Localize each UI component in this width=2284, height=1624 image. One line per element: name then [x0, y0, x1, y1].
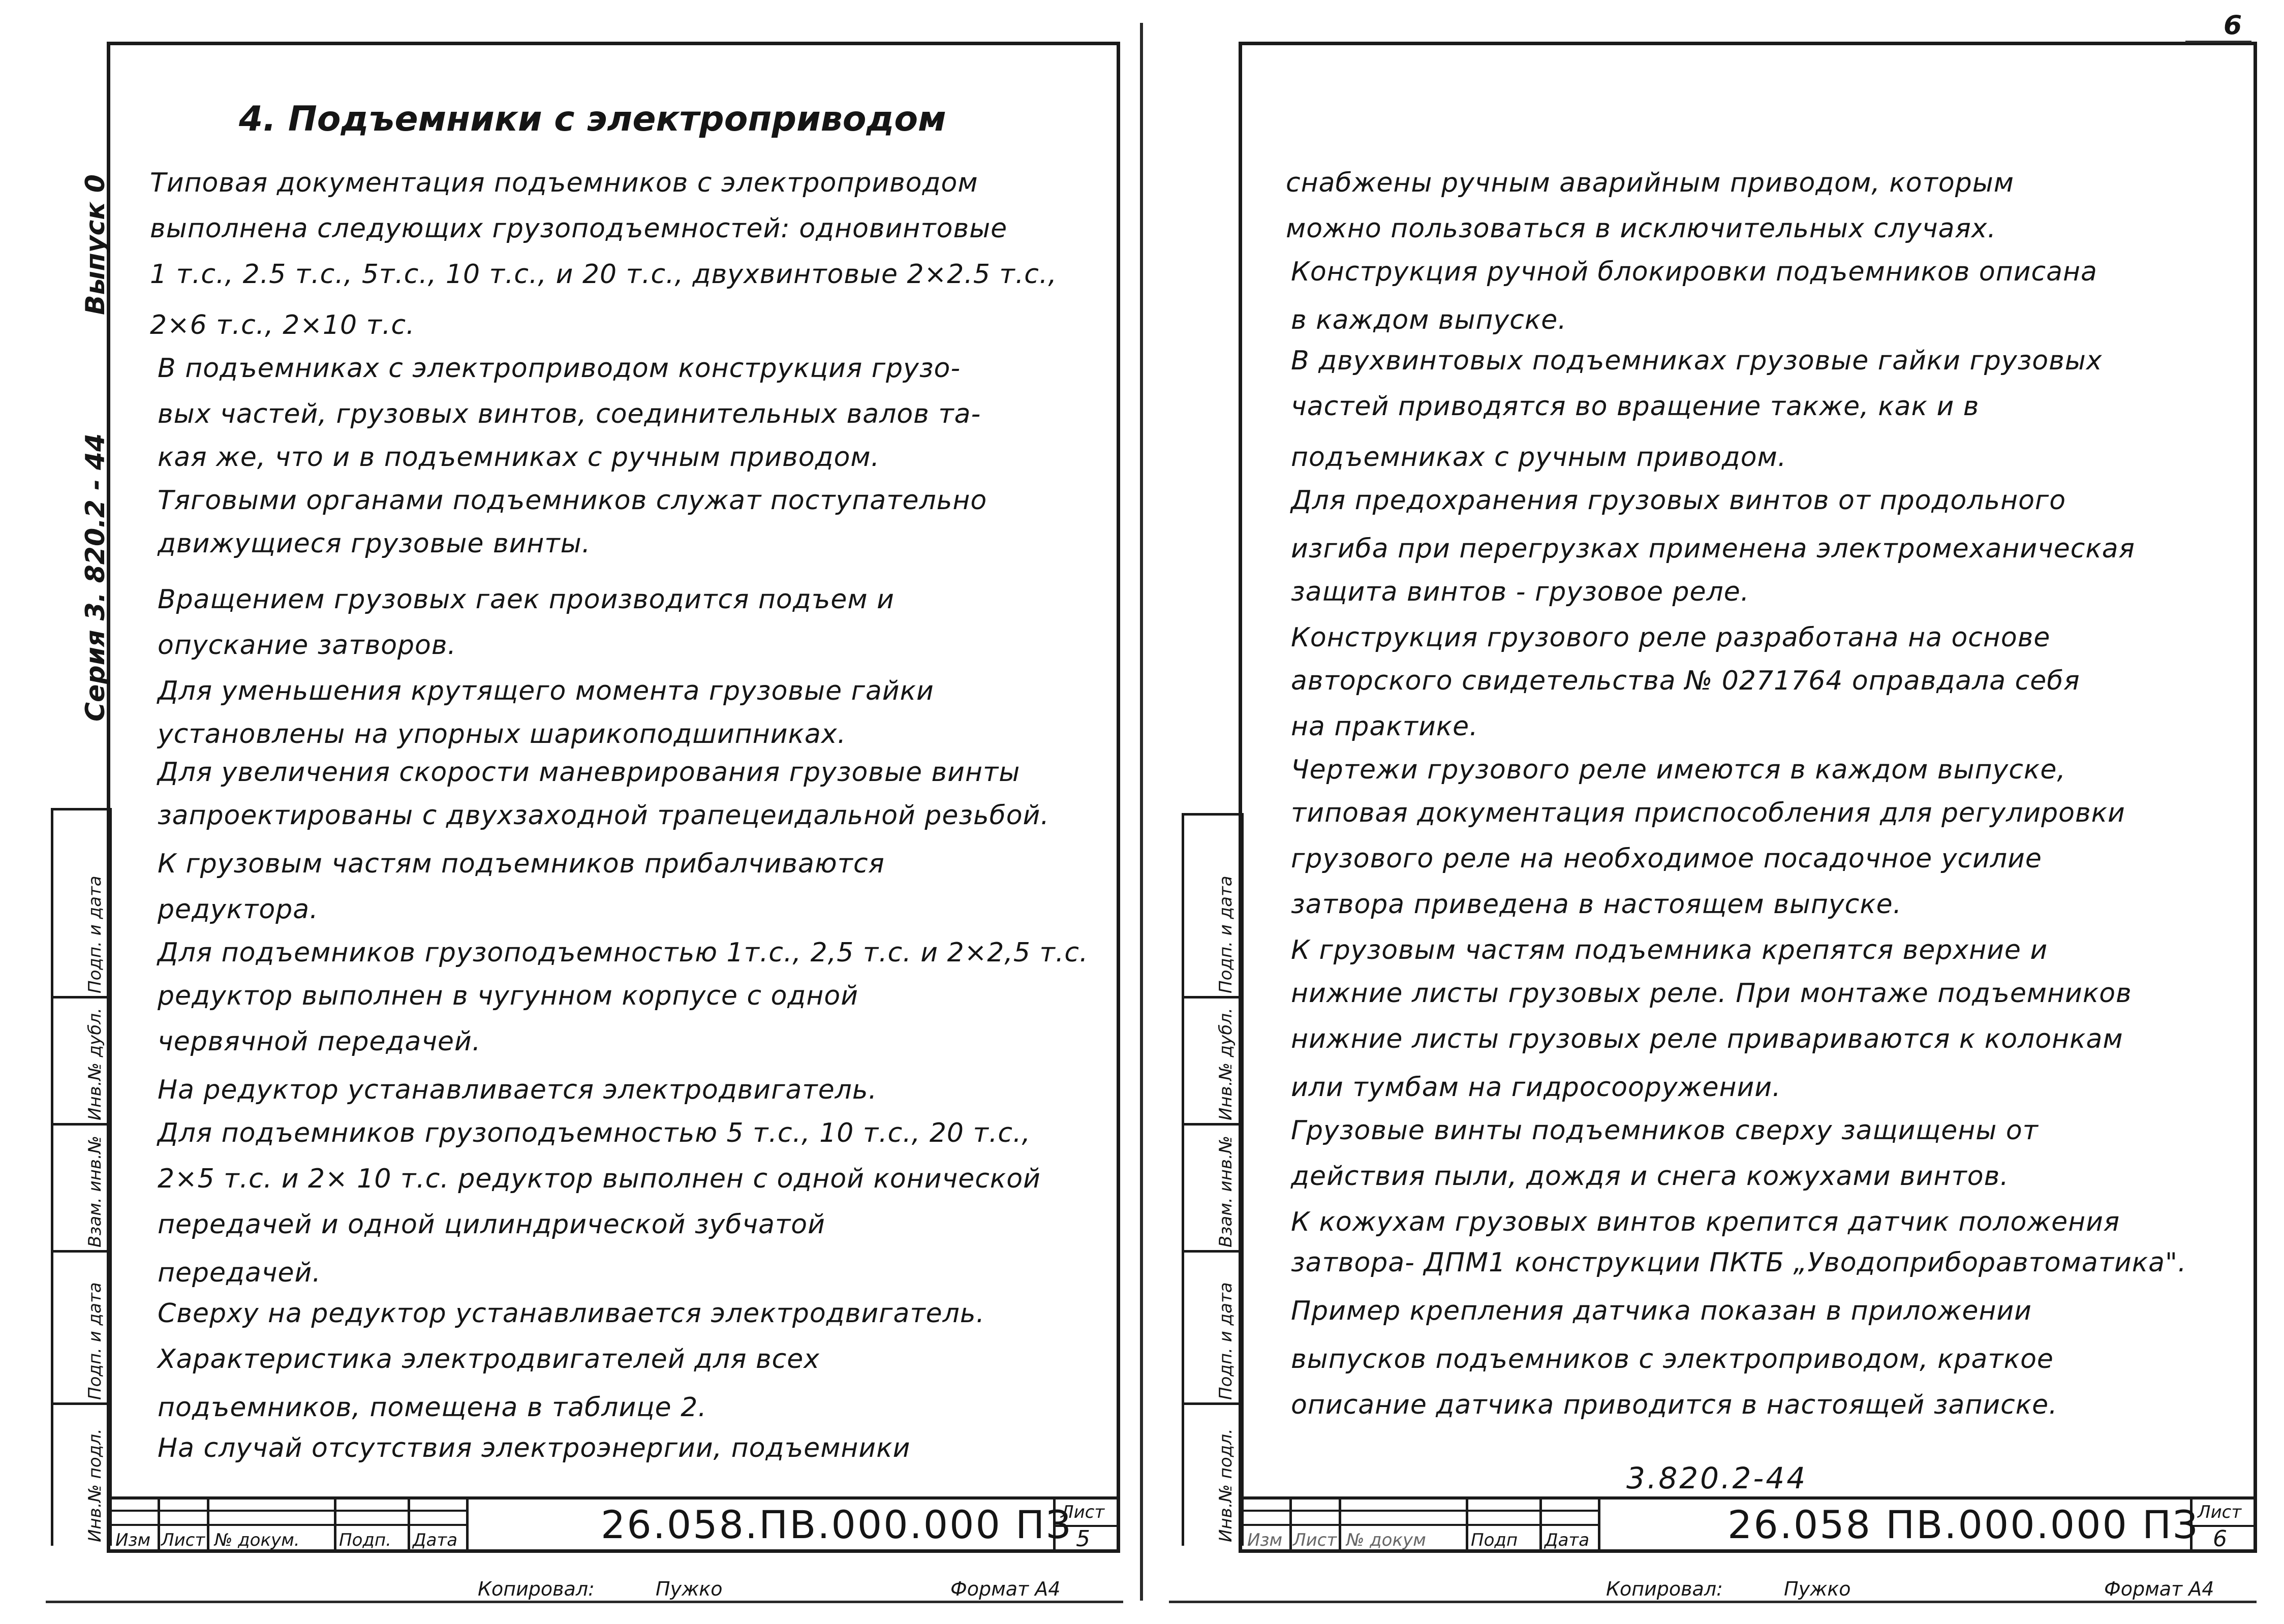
tb-label-date: Дата	[413, 1530, 458, 1550]
left-title-block	[110, 1496, 1117, 1552]
bottom-rule	[1169, 1601, 2257, 1603]
text-line: Для подъемников грузоподъемностью 1т.с., 2,5 т.с. и 2×2,5 т.с.	[158, 938, 1089, 968]
issue-label: Выпуск 0	[80, 174, 111, 315]
sheet-number: 5	[1076, 1526, 1090, 1552]
corner-page-number: 6	[2224, 10, 2242, 41]
text-line: можно пользоваться в исключительных случаях.	[1286, 213, 1997, 244]
tb-line	[1539, 1500, 1542, 1552]
text-line: подъемников, помещена в таблице 2.	[158, 1392, 707, 1423]
series-label: Серия 3. 820.2 - 44	[80, 433, 111, 722]
text-line: Сверху на редуктор устанавливается электродвигатель.	[158, 1298, 985, 1329]
text-line: снабжены ручным аварийным приводом, которым	[1286, 168, 2014, 198]
tb-label-sheet: Лист	[161, 1530, 205, 1550]
text-line: В подъемниках с электроприводом конструкция грузо-	[158, 353, 961, 384]
text-line: 2×6 т.с., 2×10 т.с.	[150, 310, 415, 340]
sheet-label: Лист	[1061, 1502, 1105, 1522]
text-line: грузового реле на необходимое посадочное усилие	[1291, 844, 2042, 874]
text-line: вых частей, грузовых винтов, соединительных валов та-	[158, 399, 981, 429]
text-line: Типовая документация подъемников с электроприводом	[150, 168, 978, 198]
text-line: Для уменьшения крутящего момента грузовые гайки	[158, 676, 934, 706]
sheet-label: Лист	[2198, 1502, 2242, 1522]
text-line: редуктора.	[158, 894, 319, 925]
text-line: защита винтов - грузовое реле.	[1291, 577, 1750, 607]
text-line: Чертежи грузового реле имеются в каждом выпуске,	[1291, 755, 2066, 785]
copier-name: Пужко	[656, 1578, 723, 1600]
text-line: в каждом выпуске.	[1291, 305, 1567, 335]
strip-label: Взам. инв.№	[85, 1135, 105, 1247]
right-title-block	[1242, 1496, 2254, 1552]
tb-label-change: Изм	[115, 1530, 151, 1550]
text-line: Тяговыми органами подъемников служат поступательно	[158, 485, 987, 516]
strip-label: Подп. и дата	[85, 876, 105, 993]
tb-line	[1598, 1500, 1600, 1552]
tb-label-sign: Подп.	[339, 1530, 391, 1550]
text-line: Для предохранения грузовых винтов от продольного	[1291, 485, 2066, 516]
text-line: К грузовым частям подъемника крепятся верхние и	[1291, 935, 2048, 965]
text-line: затвора приведена в настоящем выпуске.	[1291, 889, 1902, 920]
text-line: изгиба при перегрузках применена электромеханическая	[1291, 534, 2135, 564]
corner-rule	[2185, 41, 2251, 43]
series-code: 3.820.2-44	[1626, 1461, 1808, 1495]
document-code: 26.058.ПВ.000.000 ПЗ	[601, 1502, 1072, 1547]
text-line: на практике.	[1291, 711, 1478, 742]
tb-line	[158, 1500, 160, 1552]
text-line: выполнена следующих грузоподъемностей: одновинтовые	[150, 213, 1008, 244]
copied-label: Копировал:	[1606, 1578, 1723, 1600]
text-line: передачей и одной цилиндрической зубчатой	[158, 1209, 825, 1240]
text-line: Грузовые винты подъемников сверху защищены от	[1291, 1115, 2039, 1146]
left-stamp-strip	[51, 808, 112, 1546]
tb-line	[110, 1524, 466, 1526]
text-line: 1 т.с., 2.5 т.с., 5т.с., 10 т.с., и 20 т.с., двухвинтовые 2×2.5 т.с.,	[150, 259, 1057, 290]
page-title: 4. Подъемники с электроприводом	[239, 99, 946, 139]
text-line: действия пыли, дождя и снега кожухами винтов.	[1291, 1161, 2009, 1192]
document-code: 26.058 ПВ.000.000 ПЗ	[1727, 1502, 2199, 1547]
tb-label-doc: № докум.	[214, 1530, 300, 1550]
page-divider	[1140, 23, 1143, 1601]
text-line: 2×5 т.с. и 2× 10 т.с. редуктор выполнен с одной конической	[158, 1164, 1041, 1194]
strip-label: Взам. инв.№	[1216, 1135, 1236, 1247]
tb-line	[334, 1500, 336, 1552]
text-line: редуктор выполнен в чугунном корпусе с одной	[158, 981, 858, 1011]
text-line: кая же, что и в подъемниках с ручным приводом.	[158, 442, 880, 473]
text-line: В двухвинтовых подъемниках грузовые гайки грузовых	[1291, 346, 2103, 376]
tb-label-sheet: Лист	[1293, 1530, 1337, 1550]
tb-label-date: Дата	[1545, 1530, 1590, 1550]
bottom-rule	[46, 1601, 1123, 1603]
copied-label: Копировал:	[478, 1578, 595, 1600]
strip-label: Инв.№ дубл.	[1216, 1008, 1236, 1120]
right-stamp-strip	[1182, 813, 1244, 1546]
text-line: Пример крепления датчика показан в приложении	[1291, 1296, 2032, 1326]
text-line: Характеристика электродвигателей для всех	[158, 1344, 820, 1375]
tb-line	[466, 1500, 469, 1552]
tb-line	[1339, 1500, 1341, 1552]
text-line: или тумбам на гидросооружении.	[1291, 1072, 1781, 1103]
text-line: движущиеся грузовые винты.	[158, 528, 591, 559]
text-line: На случай отсутствия электроэнергии, подъемники	[158, 1433, 911, 1463]
text-line: опускание затворов.	[158, 630, 457, 661]
tb-label-sign: Подп	[1471, 1530, 1518, 1550]
tb-line	[1242, 1524, 1598, 1526]
tb-line	[110, 1510, 466, 1512]
text-line: К кожухам грузовых винтов крепится датчик положения	[1291, 1207, 2120, 1237]
text-line: червячной передачей.	[158, 1026, 481, 1057]
text-line: типовая документация приспособления для регулировки	[1291, 798, 2125, 828]
text-line: нижние листы грузовых реле приваривaются к колонкам	[1291, 1024, 2123, 1054]
text-line: установлены на упорных шарикоподшипниках.	[158, 719, 847, 749]
format-label: Формат А4	[950, 1578, 1061, 1600]
text-line: Для увеличения скорости маневрирования грузовые винты	[158, 757, 1021, 788]
tb-label-change: Изм	[1247, 1530, 1283, 1550]
strip-label: Подп. и дата	[1216, 1282, 1236, 1400]
text-line: нижние листы грузовых реле. При монтаже подъемников	[1291, 978, 2132, 1009]
strip-label: Инв.№ подл.	[85, 1428, 105, 1542]
strip-label: Подп. и дата	[85, 1282, 105, 1400]
text-line: Конструкция грузового реле разработана на основе	[1291, 622, 2051, 653]
strip-label: Подп. и дата	[1216, 876, 1236, 993]
tb-line	[1466, 1500, 1468, 1552]
text-line: Вращением грузовых гаек производится подъем и	[158, 584, 894, 615]
text-line: Для подъемников грузоподъемностью 5 т.с., 10 т.с., 20 т.с.,	[158, 1118, 1031, 1148]
text-line: Конструкция ручной блокировки подъемников описана	[1291, 257, 2097, 287]
text-line: описание датчика приводится в настоящей записке.	[1291, 1390, 2058, 1420]
tb-line	[1242, 1510, 1598, 1512]
text-line: частей приводятся во вращение также, как и в	[1291, 391, 1980, 422]
text-line: К грузовым частям подъемников прибалчиваются	[158, 849, 885, 879]
strip-label: Инв.№ дубл.	[85, 1008, 105, 1120]
tb-line	[207, 1500, 209, 1552]
text-line: подъемниках с ручным приводом.	[1291, 442, 1787, 473]
tb-line	[408, 1500, 410, 1552]
copier-name: Пужко	[1784, 1578, 1851, 1600]
tb-line	[1289, 1500, 1292, 1552]
text-line: затвора- ДПМ1 конструкции ПКТБ „Уводоприборавтоматика".	[1291, 1247, 2187, 1278]
text-line: На редуктор устанавливается электродвигатель.	[158, 1075, 878, 1105]
sheet-number: 6	[2213, 1526, 2227, 1552]
strip-label: Инв.№ подл.	[1216, 1428, 1236, 1542]
text-line: выпусков подъемников с электроприводом, краткое	[1291, 1344, 2054, 1375]
text-line: авторского свидетельства № 0271764 оправдала себя	[1291, 666, 2080, 696]
format-label: Формат А4	[2104, 1578, 2214, 1600]
tb-label-doc: № докум	[1346, 1530, 1426, 1550]
text-line: передачей.	[158, 1258, 321, 1288]
text-line: запроектированы с двухзаходной трапецеидальной резьбой.	[158, 800, 1050, 831]
